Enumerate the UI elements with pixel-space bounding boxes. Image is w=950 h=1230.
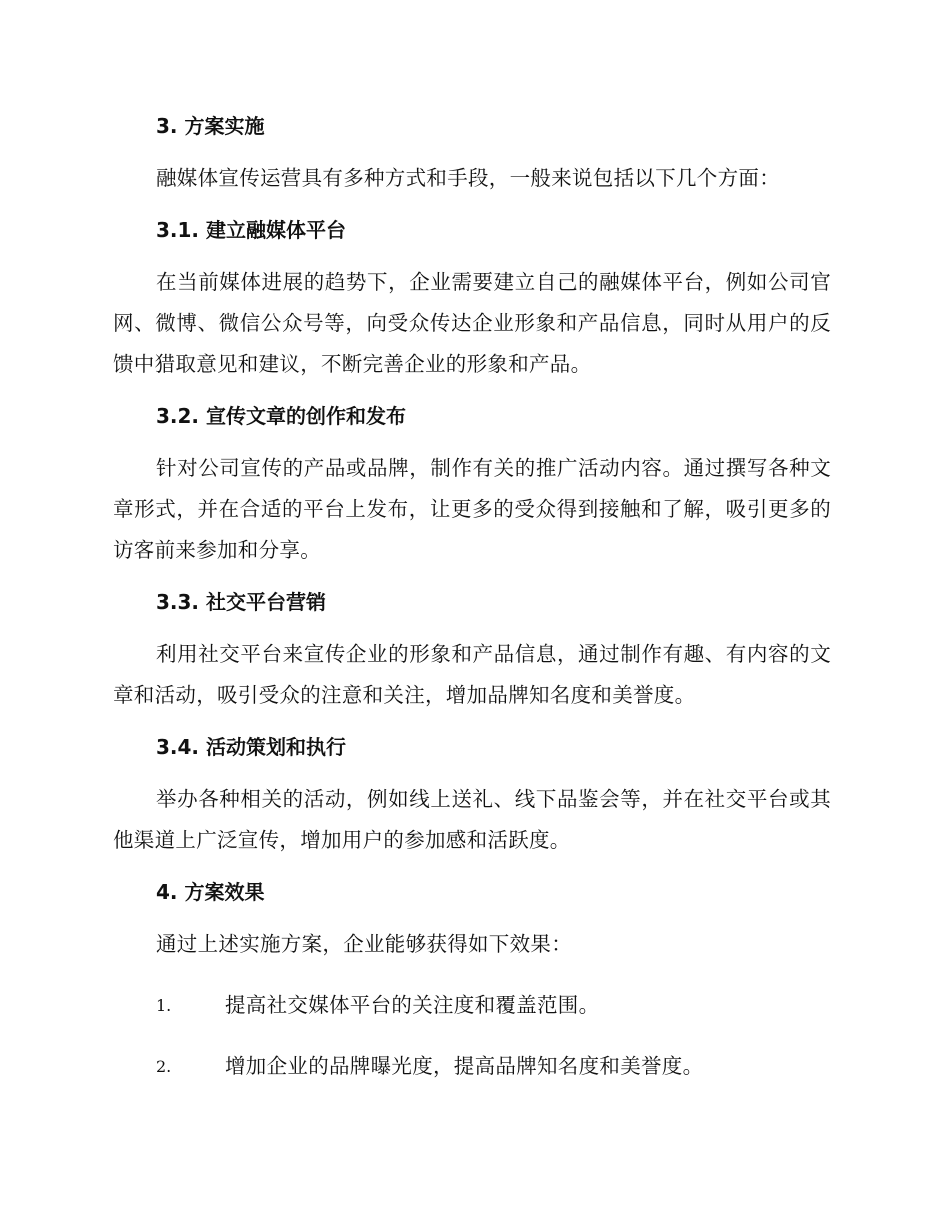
section-heading-3-1: 3.1. 建立融媒体平台 xyxy=(156,218,346,242)
section-3-4-body: 举办各种相关的活动，例如线上送礼、线下品鉴会等，并在社交平台或其他渠道上广泛宣传，增加用户的参加感和活跃度。 xyxy=(113,787,831,852)
list-item xyxy=(113,985,831,1026)
section-heading-4: 4. 方案效果 xyxy=(156,880,265,904)
list-item-text: 提高社交媒体平台的关注度和覆盖范围。 xyxy=(225,993,600,1017)
section-4-intro: 通过上述实施方案，企业能够获得如下效果： xyxy=(156,932,572,956)
section-3-1-body: 在当前媒体进展的趋势下，企业需要建立自己的融媒体平台，例如公司官网、微博、微信公众号等，向受众传达企业形象和产品信息，同时从用户的反馈中猎取意见和建议，不断完善企业的形象和产品。 xyxy=(113,270,831,376)
section-3-2-body: 针对公司宣传的产品或品牌，制作有关的推广活动内容。通过撰写各种文章形式，并在合适的平台上发布，让更多的受众得到接触和了解，吸引更多的访客前来参加和分享。 xyxy=(113,456,831,562)
list-item-text: 增加企业的品牌曝光度，提高品牌知名度和美誉度。 xyxy=(225,1054,704,1078)
list-item-number: 1. xyxy=(156,996,172,1015)
document-body xyxy=(113,112,831,1087)
section-3-intro: 融媒体宣传运营具有多种方式和手段，一般来说包括以下几个方面： xyxy=(156,166,780,190)
list-item-number: 2. xyxy=(156,1057,172,1076)
section-heading-3-4: 3.4. 活动策划和执行 xyxy=(156,735,346,759)
section-heading-3-3: 3.3. 社交平台营销 xyxy=(156,590,326,614)
section-3-3-body: 利用社交平台来宣传企业的形象和产品信息，通过制作有趣、有内容的文章和活动，吸引受众的注意和关注，增加品牌知名度和美誉度。 xyxy=(113,642,831,707)
section-heading-3-2: 3.2. 宣传文章的创作和发布 xyxy=(156,404,406,428)
list-item xyxy=(113,1046,831,1087)
section-heading-3: 3. 方案实施 xyxy=(156,114,265,138)
